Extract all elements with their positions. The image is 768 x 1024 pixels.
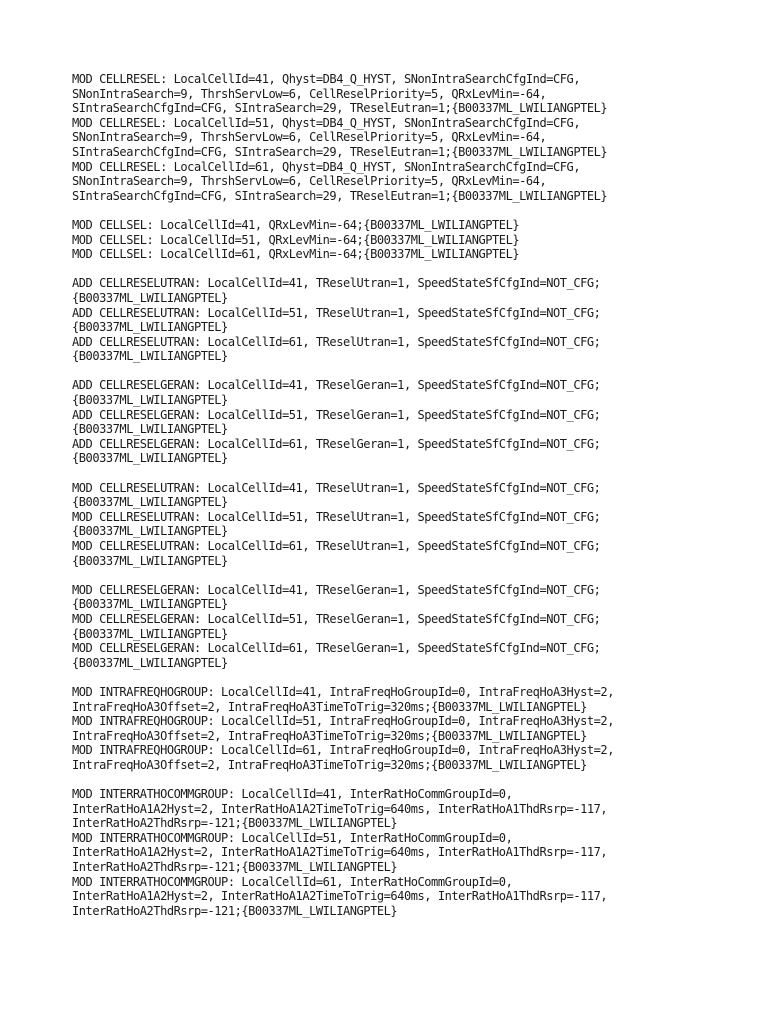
text-line: InterRatHoA2ThdRsrp=-121;{B00337ML_LWILIANGPTEL} xyxy=(72,860,398,875)
text-line: SNonIntraSearch=9, ThrshServLow=6, CellReselPriority=5, QRxLevMin=-64, xyxy=(72,130,547,145)
text-line: ADD CELLRESELUTRAN: LocalCellId=51, TReselUtran=1, SpeedStateSfCfgInd=NOT_CFG; xyxy=(72,305,601,320)
text-line: {B00337ML_LWILIANGPTEL} xyxy=(72,524,228,539)
document-body xyxy=(72,72,712,933)
paragraph-interrathocommgroup xyxy=(72,787,712,918)
text-line: {B00337ML_LWILIANGPTEL} xyxy=(72,626,228,641)
text-line: ADD CELLRESELGERAN: LocalCellId=51, TReselGeran=1, SpeedStateSfCfgInd=NOT_CFG; xyxy=(72,407,601,422)
paragraph-intrafreqhogroup xyxy=(72,685,712,773)
text-line: {B00337ML_LWILIANGPTEL} xyxy=(72,597,228,612)
text-line: MOD CELLRESEL: LocalCellId=61, Qhyst=DB4_Q_HYST, SNonIntraSearchCfgInd=CFG, xyxy=(72,159,581,174)
text-line: MOD CELLRESELUTRAN: LocalCellId=61, TReselUtran=1, SpeedStateSfCfgInd=NOT_CFG; xyxy=(72,539,601,553)
text-line: InterRatHoA1A2Hyst=2, InterRatHoA1A2TimeToTrig=640ms, InterRatHoA1ThdRsrp=-117, xyxy=(72,845,608,860)
paragraph-cellsel xyxy=(72,218,712,262)
paragraph-add-cellreselutran xyxy=(72,276,712,364)
text-line: MOD CELLSEL: LocalCellId=61, QRxLevMin=-64;{B00337ML_LWILIANGPTEL} xyxy=(72,247,520,262)
text-line: {B00337ML_LWILIANGPTEL} xyxy=(72,290,228,305)
text-line: {B00337ML_LWILIANGPTEL} xyxy=(72,320,228,335)
text-line: ADD CELLRESELUTRAN: LocalCellId=41, TReselUtran=1, SpeedStateSfCfgInd=NOT_CFG; xyxy=(72,276,601,291)
text-line: SIntraSearchCfgInd=CFG, SIntraSearch=29, TReselEutran=1;{B00337ML_LWILIANGPTEL} xyxy=(72,101,608,116)
text-line: MOD INTRAFREQHOGROUP: LocalCellId=51, IntraFreqHoGroupId=0, IntraFreqHoA3Hyst=2, xyxy=(72,714,614,729)
paragraph-mod-cellreselutran xyxy=(72,481,712,569)
text-line: MOD CELLSEL: LocalCellId=41, QRxLevMin=-64;{B00337ML_LWILIANGPTEL} xyxy=(72,217,520,232)
text-line: MOD CELLRESELGERAN: LocalCellId=41, TReselGeran=1, SpeedStateSfCfgInd=NOT_CFG; xyxy=(72,582,601,597)
text-line: InterRatHoA2ThdRsrp=-121;{B00337ML_LWILIANGPTEL} xyxy=(72,816,398,831)
text-line: IntraFreqHoA3Offset=2, IntraFreqHoA3TimeToTrig=320ms;{B00337ML_LWILIANGPTEL} xyxy=(72,757,587,772)
text-line: MOD CELLRESELUTRAN: LocalCellId=51, TReselUtran=1, SpeedStateSfCfgInd=NOT_CFG; xyxy=(72,509,601,524)
text-line: MOD INTRAFREQHOGROUP: LocalCellId=41, IntraFreqHoGroupId=0, IntraFreqHoA3Hyst=2, xyxy=(72,684,614,699)
text-line: {B00337ML_LWILIANGPTEL} xyxy=(72,393,228,408)
paragraph-cellresel xyxy=(72,72,712,203)
text-line: MOD CELLRESEL: LocalCellId=41, Qhyst=DB4_Q_HYST, SNonIntraSearchCfgInd=CFG, xyxy=(72,72,581,86)
text-line: MOD INTRAFREQHOGROUP: LocalCellId=61, IntraFreqHoGroupId=0, IntraFreqHoA3Hyst=2, xyxy=(72,743,614,758)
text-line: MOD CELLSEL: LocalCellId=51, QRxLevMin=-64;{B00337ML_LWILIANGPTEL} xyxy=(72,232,520,247)
text-line: SIntraSearchCfgInd=CFG, SIntraSearch=29, TReselEutran=1;{B00337ML_LWILIANGPTEL} xyxy=(72,144,608,159)
text-line: {B00337ML_LWILIANGPTEL} xyxy=(72,451,228,466)
text-line: IntraFreqHoA3Offset=2, IntraFreqHoA3TimeToTrig=320ms;{B00337ML_LWILIANGPTEL} xyxy=(72,728,587,743)
text-line: ADD CELLRESELGERAN: LocalCellId=41, TReselGeran=1, SpeedStateSfCfgInd=NOT_CFG; xyxy=(72,378,601,393)
text-line: MOD INTERRATHOCOMMGROUP: LocalCellId=41, InterRatHoCommGroupId=0, xyxy=(72,787,513,802)
text-line: SNonIntraSearch=9, ThrshServLow=6, CellReselPriority=5, QRxLevMin=-64, xyxy=(72,86,547,101)
text-line: SIntraSearchCfgInd=CFG, SIntraSearch=29, TReselEutran=1;{B00337ML_LWILIANGPTEL} xyxy=(72,188,608,203)
text-line: InterRatHoA2ThdRsrp=-121;{B00337ML_LWILIANGPTEL} xyxy=(72,903,398,918)
text-line: MOD CELLRESELGERAN: LocalCellId=51, TReselGeran=1, SpeedStateSfCfgInd=NOT_CFG; xyxy=(72,611,601,626)
text-line: MOD INTERRATHOCOMMGROUP: LocalCellId=51, InterRatHoCommGroupId=0, xyxy=(72,830,513,845)
text-line: IntraFreqHoA3Offset=2, IntraFreqHoA3TimeToTrig=320ms;{B00337ML_LWILIANGPTEL} xyxy=(72,699,587,714)
text-line: InterRatHoA1A2Hyst=2, InterRatHoA1A2TimeToTrig=640ms, InterRatHoA1ThdRsrp=-117, xyxy=(72,801,608,816)
text-line: {B00337ML_LWILIANGPTEL} xyxy=(72,495,228,510)
paragraph-add-cellreselgeran xyxy=(72,378,712,466)
text-line: MOD CELLRESELGERAN: LocalCellId=61, TReselGeran=1, SpeedStateSfCfgInd=NOT_CFG; xyxy=(72,641,601,656)
text-line: {B00337ML_LWILIANGPTEL} xyxy=(72,655,228,670)
text-line: InterRatHoA1A2Hyst=2, InterRatHoA1A2TimeToTrig=640ms, InterRatHoA1ThdRsrp=-117, xyxy=(72,889,608,904)
text-line: ADD CELLRESELGERAN: LocalCellId=61, TReselGeran=1, SpeedStateSfCfgInd=NOT_CFG; xyxy=(72,436,601,451)
text-line: MOD CELLRESEL: LocalCellId=51, Qhyst=DB4_Q_HYST, SNonIntraSearchCfgInd=CFG, xyxy=(72,115,581,130)
text-line: {B00337ML_LWILIANGPTEL} xyxy=(72,553,228,568)
text-line: {B00337ML_LWILIANGPTEL} xyxy=(72,422,228,437)
text-line: MOD CELLRESELUTRAN: LocalCellId=41, TReselUtran=1, SpeedStateSfCfgInd=NOT_CFG; xyxy=(72,480,601,495)
paragraph-mod-cellreselgeran xyxy=(72,583,712,671)
text-line: ADD CELLRESELUTRAN: LocalCellId=61, TReselUtran=1, SpeedStateSfCfgInd=NOT_CFG; xyxy=(72,334,601,349)
text-line: MOD INTERRATHOCOMMGROUP: LocalCellId=61, InterRatHoCommGroupId=0, xyxy=(72,874,513,889)
text-line: {B00337ML_LWILIANGPTEL} xyxy=(72,349,228,364)
text-line: SNonIntraSearch=9, ThrshServLow=6, CellReselPriority=5, QRxLevMin=-64, xyxy=(72,174,547,189)
